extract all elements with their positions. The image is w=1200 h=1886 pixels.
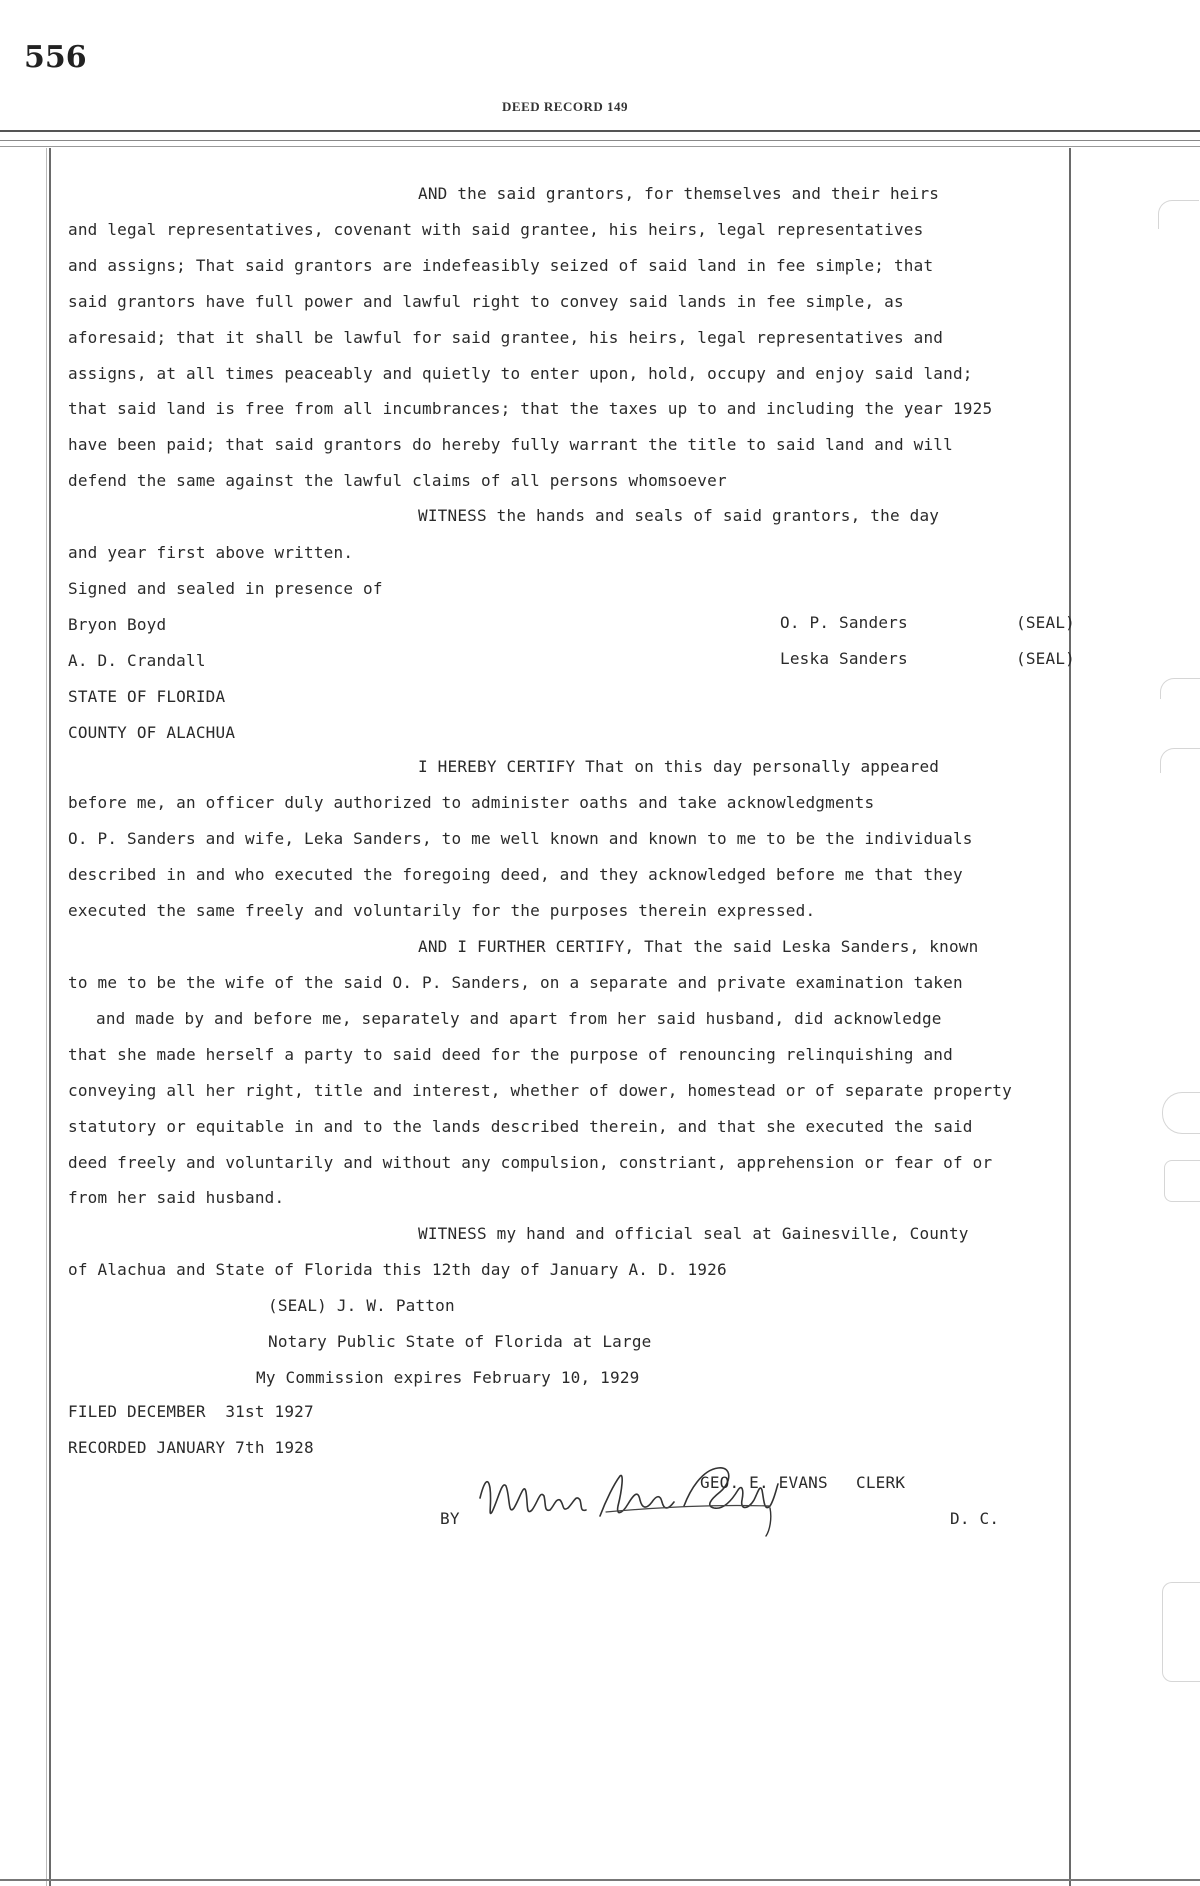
deed-text-line: have been paid; that said grantors do hereby fully warrant the title to said land and will (68, 435, 953, 454)
witness-clause: WITNESS the hands and seals of said grantors, the day (418, 506, 940, 525)
binder-mark (1162, 1582, 1200, 1682)
deed-text-line: AND the said grantors, for themselves and their heirs (418, 184, 940, 203)
header-rule-thick (0, 130, 1200, 132)
venue-county: COUNTY OF ALACHUA (68, 723, 236, 742)
clerk-title: CLERK (856, 1473, 906, 1492)
seal-mark: (SEAL) (1016, 649, 1075, 668)
grantor-signature: O. P. Sanders (780, 613, 908, 632)
witness-name: A. D. Crandall (68, 651, 206, 670)
notary-signature: (SEAL) J. W. Patton (268, 1296, 455, 1315)
acknowledgment-line: to me to be the wife of the said O. P. Sanders, on a separate and private examination taken (68, 973, 963, 992)
acknowledgment-line: from her said husband. (68, 1188, 285, 1207)
footer-rule (0, 1879, 1200, 1881)
binder-mark (1160, 748, 1200, 773)
deed-text-line: defend the same against the lawful claims of all persons whomsoever (68, 471, 727, 490)
acknowledgment-line: AND I FURTHER CERTIFY, That the said Leska Sanders, known (418, 937, 979, 956)
deed-text-line: and year first above written. (68, 543, 354, 562)
attestation-line: Signed and sealed in presence of (68, 579, 383, 598)
deed-text-line: and assigns; That said grantors are indefeasibly seized of said land in fee simple; that (68, 256, 934, 275)
deed-text-line: said grantors have full power and lawful right to convey said lands in fee simple, as (68, 292, 904, 311)
witness-name: Bryon Boyd (68, 615, 167, 634)
left-margin-rule-faint (46, 148, 47, 1886)
header-rule-thin-2 (0, 146, 1200, 147)
left-margin-rule (49, 148, 51, 1886)
acknowledgment-line: of Alachua and State of Florida this 12th day of January A. D. 1926 (68, 1260, 727, 1279)
header-rule-thin (0, 140, 1200, 141)
binder-mark (1158, 200, 1199, 229)
grantor-signature: Leska Sanders (780, 649, 908, 668)
acknowledgment-line: deed freely and voluntarily and without any compulsion, constriant, apprehension or fear of or (68, 1153, 993, 1172)
venue-state: STATE OF FLORIDA (68, 687, 226, 706)
binder-mark (1162, 1092, 1200, 1134)
recorded-date: RECORDED JANUARY 7th 1928 (68, 1438, 314, 1457)
acknowledgment-line: before me, an officer duly authorized to administer oaths and take acknowledgments (68, 793, 875, 812)
notary-commission: My Commission expires February 10, 1929 (256, 1368, 640, 1387)
deed-text-line: assigns, at all times peaceably and quietly to enter upon, hold, occupy and enjoy said land; (68, 364, 973, 383)
deputy-clerk-signature (470, 1460, 830, 1540)
handwritten-signature-icon (470, 1460, 830, 1540)
filed-date: FILED DECEMBER 31st 1927 (68, 1402, 314, 1421)
page-number: 556 (24, 40, 87, 75)
acknowledgment-line: described in and who executed the foregoing deed, and they acknowledged before me that they (68, 865, 963, 884)
binder-mark (1164, 1160, 1200, 1202)
deed-text-line: aforesaid; that it shall be lawful for said grantee, his heirs, legal representatives and (68, 328, 944, 347)
notary-title: Notary Public State of Florida at Large (268, 1332, 652, 1351)
running-header: DEED RECORD 149 (502, 99, 628, 114)
acknowledgment-line: O. P. Sanders and wife, Leka Sanders, to me well known and known to me to be the individuals (68, 829, 973, 848)
notary-witness-clause: WITNESS my hand and official seal at Gainesville, County (418, 1224, 969, 1243)
seal-mark: (SEAL) (1016, 613, 1075, 632)
acknowledgment-line: conveying all her right, title and interest, whether of dower, homestead or of separate property (68, 1081, 1012, 1100)
acknowledgment-line: that she made herself a party to said deed for the purpose of renouncing relinquishing and (68, 1045, 953, 1064)
deed-text-line: that said land is free from all incumbrances; that the taxes up to and including the year 1925 (68, 399, 993, 418)
deputy-clerk-label: D. C. (950, 1509, 1000, 1528)
acknowledgment-line: and made by and before me, separately and apart from her said husband, did acknowledge (96, 1009, 942, 1028)
acknowledgment-line: I HEREBY CERTIFY That on this day personally appeared (418, 757, 940, 776)
by-label: BY (440, 1509, 460, 1528)
acknowledgment-line: executed the same freely and voluntarily for the purposes therein expressed. (68, 901, 816, 920)
acknowledgment-line: statutory or equitable in and to the lands described therein, and that she executed the said (68, 1117, 973, 1136)
clerk-name: GEO. E. EVANS (700, 1473, 828, 1492)
right-margin-rule (1069, 148, 1071, 1886)
binder-mark (1160, 678, 1200, 699)
deed-text-line: and legal representatives, covenant with said grantee, his heirs, legal representatives (68, 220, 924, 239)
